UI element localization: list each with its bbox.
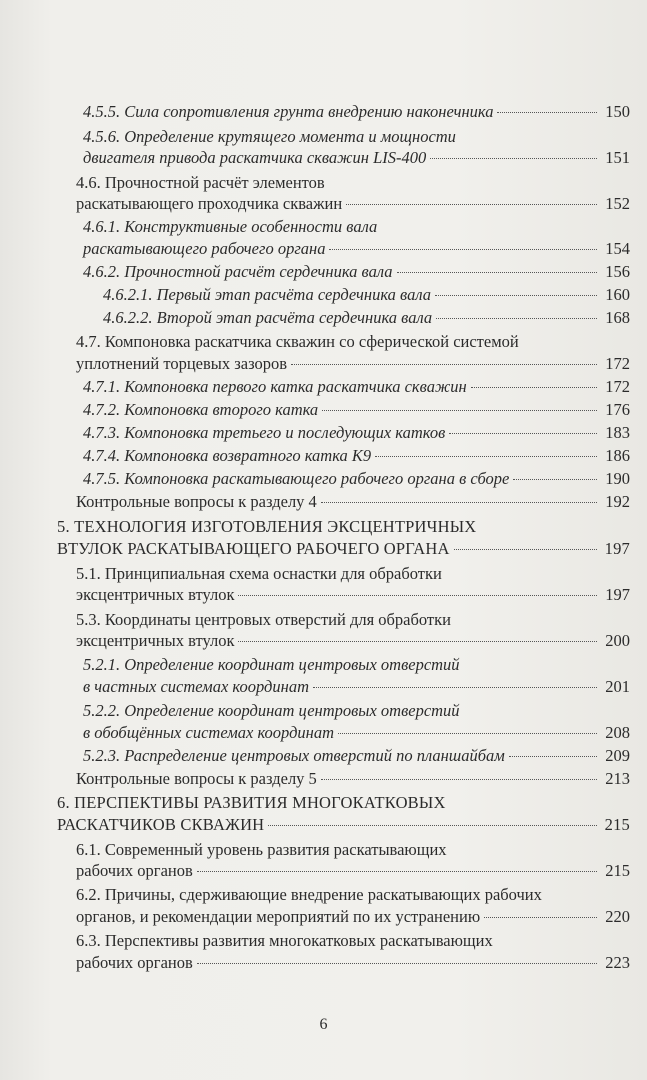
toc-entry-line: 5.3. Координаты центровых отверстий для обработки <box>76 610 451 629</box>
toc-page-number: 183 <box>605 423 630 442</box>
toc-entry-line: 4.5.6. Определение крутящего момента и мощности <box>83 127 456 146</box>
dot-leader <box>321 779 597 780</box>
toc-chapter-line: 6. ПЕРСПЕКТИВЫ РАЗВИТИЯ МНОГОКАТКОВЫХ <box>57 793 446 812</box>
toc-page-number: 220 <box>605 907 630 926</box>
toc-entry-title: эксцентричных втулок <box>76 585 235 604</box>
dot-leader <box>346 204 597 205</box>
dot-leader <box>313 687 597 688</box>
toc-entry-line: 4.7. Компоновка раскатчика скважин со сферической системой <box>76 332 519 351</box>
toc-entry <box>83 677 630 697</box>
toc-entry-line: 5.2.1. Определение координат центровых отверстий <box>83 655 460 674</box>
dot-leader <box>238 641 597 642</box>
toc-entry-title: в обобщённых системах координат <box>83 723 335 742</box>
toc-entry-title: 5.2.3. Распределение центровых отверстий по планшайбам <box>83 746 505 765</box>
toc-page-number: 190 <box>605 469 630 488</box>
toc-entry-title: ВТУЛОК РАСКАТЫВАЮЩЕГО РАБОЧЕГО ОРГАНА <box>57 539 450 558</box>
toc-entry <box>83 400 630 420</box>
toc-page-number: 172 <box>605 377 630 396</box>
toc-page-number: 152 <box>605 194 630 213</box>
toc-entry-title: 4.7.2. Компоновка второго катка <box>83 400 319 419</box>
toc-entry <box>76 907 630 927</box>
toc-page-number: 150 <box>605 102 630 121</box>
toc-page-number: 209 <box>605 746 630 765</box>
toc-entry-title: 4.6.2.2. Второй этап расчёта сердечника вала <box>103 308 433 327</box>
toc-entry-line: 6.3. Перспективы развития многокатковых раскатывающих <box>76 931 493 950</box>
toc-entry-title: органов, и рекомендации мероприятий по их устранению <box>76 907 481 926</box>
toc-entry-title: РАСКАТЧИКОВ СКВАЖИН <box>57 815 265 834</box>
toc-entry <box>83 239 630 259</box>
toc-entry-title: 4.6.2.1. Первый этап расчёта сердечника вала <box>103 285 431 304</box>
toc-entry <box>103 285 630 305</box>
toc-page-number: 213 <box>605 769 630 788</box>
toc-entry <box>83 469 630 489</box>
dot-leader <box>454 549 597 550</box>
toc-entry-title: 4.5.5. Сила сопротивления грунта внедрению наконечника <box>83 102 494 121</box>
toc-page-number: 160 <box>605 285 630 304</box>
toc-entry <box>83 746 630 766</box>
toc-entry-title: рабочих органов <box>76 861 193 880</box>
toc-entry <box>76 769 630 789</box>
toc-entry-line: 6.2. Причины, сдерживающие внедрение раскатывающих рабочих <box>76 885 542 904</box>
toc-page-number: 151 <box>605 148 630 167</box>
toc-page-number: 197 <box>605 585 630 604</box>
toc-entry <box>83 262 630 282</box>
toc-entry <box>76 631 630 651</box>
dot-leader <box>197 871 597 872</box>
toc-entry-title: раскатывающего рабочего органа <box>83 239 326 258</box>
dot-leader <box>430 158 597 159</box>
dot-leader <box>238 595 597 596</box>
toc-page-number: 172 <box>605 354 630 373</box>
toc-entry-line: 4.6.1. Конструктивные особенности вала <box>83 217 378 236</box>
toc-page-number: 192 <box>605 492 630 511</box>
toc-entry <box>76 861 630 881</box>
toc-entry <box>103 308 630 328</box>
dot-leader <box>375 456 597 457</box>
toc-entry <box>76 953 630 973</box>
toc-entry <box>76 354 630 374</box>
toc-chapter <box>57 815 630 835</box>
toc-chapter <box>57 539 630 559</box>
toc-entry <box>76 585 630 605</box>
dot-leader <box>497 112 597 113</box>
toc-entry-title: в частных системах координат <box>83 677 309 696</box>
toc-page-number: 201 <box>605 677 630 696</box>
dot-leader <box>397 272 598 273</box>
dot-leader <box>471 387 597 388</box>
toc-entry <box>83 723 630 743</box>
dot-leader <box>513 479 597 480</box>
toc-entry <box>83 102 630 122</box>
dot-leader <box>197 963 597 964</box>
toc-entry-title: Контрольные вопросы к разделу 4 <box>76 492 317 511</box>
toc-entry-title: 4.7.5. Компоновка раскатывающего рабочего органа в сборе <box>83 469 510 488</box>
toc-entry-title: 4.7.3. Компоновка третьего и последующих катков <box>83 423 446 442</box>
dot-leader <box>435 295 597 296</box>
toc-entry-title: 4.7.1. Компоновка первого катка раскатчика скважин <box>83 377 467 396</box>
dot-leader <box>291 364 597 365</box>
dot-leader <box>449 433 597 434</box>
toc-page-number: 154 <box>605 239 630 258</box>
toc-entry-title: 4.7.4. Компоновка возвратного катка К9 <box>83 446 372 465</box>
toc-page-number: 168 <box>605 308 630 327</box>
toc-entry-line: 5.2.2. Определение координат центровых отверстий <box>83 701 460 720</box>
toc-entry <box>83 446 630 466</box>
toc-page-number: 176 <box>605 400 630 419</box>
toc-entry-line: 6.1. Современный уровень развития раскатывающих <box>76 840 447 859</box>
page-number: 6 <box>319 1016 328 1033</box>
dot-leader <box>436 318 597 319</box>
toc-entry <box>83 148 630 168</box>
toc-entry-title: рабочих органов <box>76 953 193 972</box>
toc-entry-title: 4.6.2. Прочностной расчёт сердечника вала <box>83 262 393 281</box>
toc-page-number: 215 <box>604 815 630 834</box>
dot-leader <box>321 502 597 503</box>
toc-page-number: 186 <box>605 446 630 465</box>
dot-leader <box>338 733 597 734</box>
toc-page-number: 200 <box>605 631 630 650</box>
toc-entry <box>76 194 630 214</box>
toc-entry <box>76 492 630 512</box>
dot-leader <box>268 825 597 826</box>
toc-entry <box>83 423 630 443</box>
toc-entry-title: уплотнений торцевых зазоров <box>76 354 288 373</box>
toc-entry-title: двигателя привода раскатчика скважин LIS-400 <box>83 148 427 167</box>
toc-entry-line: 4.6. Прочностной расчёт элементов <box>76 173 325 192</box>
toc-entry-title: эксцентричных втулок <box>76 631 235 650</box>
toc-entry-title: Контрольные вопросы к разделу 5 <box>76 769 317 788</box>
toc-entry <box>83 377 630 397</box>
dot-leader <box>484 917 597 918</box>
toc-page-number: 215 <box>605 861 630 880</box>
toc-page-number: 223 <box>605 953 630 972</box>
toc-page-number: 208 <box>605 723 630 742</box>
toc-entry-line: 5.1. Принципиальная схема оснастки для обработки <box>76 564 442 583</box>
toc-entry-title: раскатывающего проходчика скважин <box>76 194 343 213</box>
dot-leader <box>329 249 597 250</box>
toc-chapter-line: 5. ТЕХНОЛОГИЯ ИЗГОТОВЛЕНИЯ ЭКСЦЕНТРИЧНЫХ <box>57 517 477 536</box>
dot-leader <box>322 410 597 411</box>
dot-leader <box>509 756 597 757</box>
toc-page-number: 156 <box>605 262 630 281</box>
toc-page-number: 197 <box>604 539 630 558</box>
